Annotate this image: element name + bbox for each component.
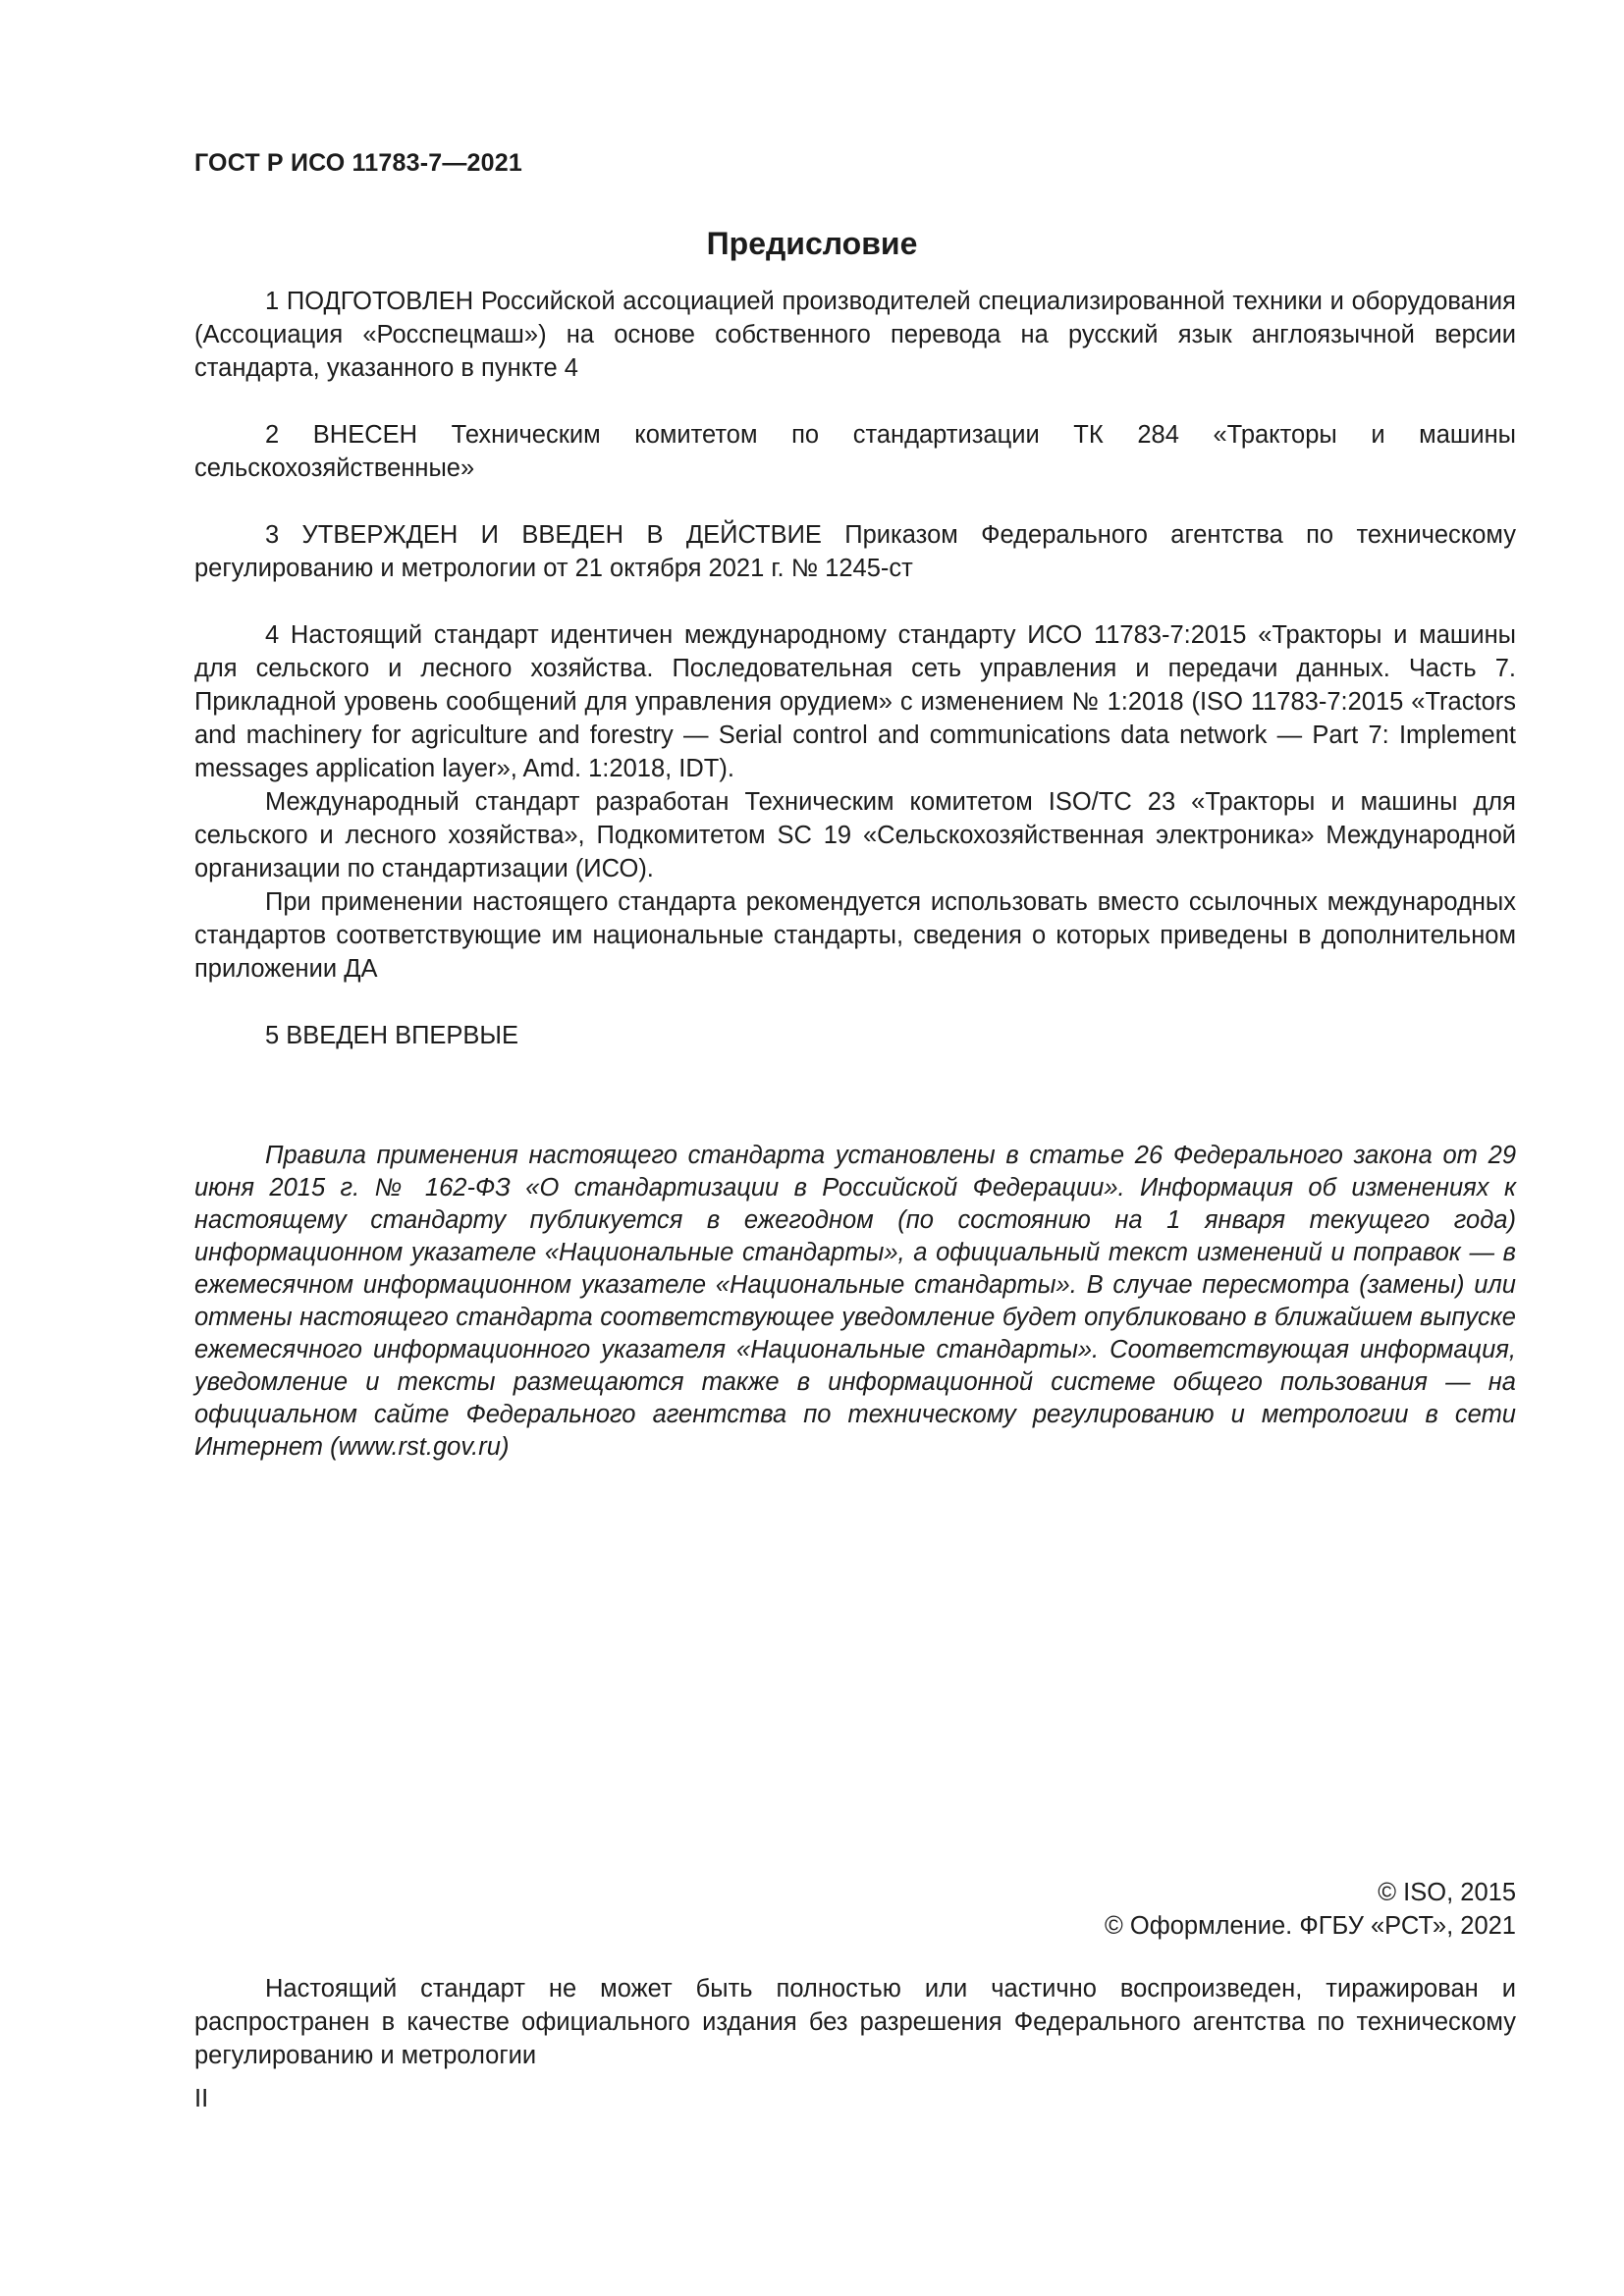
foreword-section-1	[194, 285, 1516, 1052]
paragraph-prepared: 1 ПОДГОТОВЛЕН Российской ассоциацией производителей специализированной техники и оборудования (Ассоциация «Росспецмаш») на основе собственного перевода на русский язык англоязычной версии стандарта, указанного в пункте 4	[194, 288, 1516, 382]
document-code-header: ГОСТ Р ИСО 11783-7—2021	[194, 149, 522, 177]
paragraph-first-introduced: 5 ВВЕДЕН ВПЕРВЫЕ	[265, 1022, 519, 1049]
paragraph-introduced: 2 ВНЕСЕН Техническим комитетом по стандартизации ТК 284 «Тракторы и машины сельскохозяйственные»	[194, 421, 1516, 482]
paragraph-application: При применении настоящего стандарта рекомендуется использовать вместо ссылочных международных стандартов соответствующие им национальные стандарты, сведения о которых приведены в дополнительном приложении ДА	[194, 888, 1516, 983]
rules-notice-text: Правила применения настоящего стандарта установлены в статье 26 Федерального закона от 29 июня 2015 г. № 162-ФЗ «О стандартизации в Российской Федерации». Информация об изменениях к настоящему стандарту публикуется в ежегодном (по состоянию на 1 января текущего года) информационном указателе «Национальные стандарты», а официальный текст изменений и поправок — в ежемесячном информационном указателе «Национальные стандарты». В случае пересмотра (замены) или отмены настоящего стандарта соответствующее уведомление будет опубликовано в ближайшем выпуске ежемесячного информационного указателя «Национальные стандарты». Соответствующая информация, уведомление и тексты размещаются также в информационной системе общего пользования — на официальном сайте Федерального агентства по техническому регулированию и метрологии в сети Интернет (www.rst.gov.ru)	[194, 1142, 1516, 1461]
paragraph-approved: 3 УТВЕРЖДЕН И ВВЕДЕН В ДЕЙСТВИЕ Приказом Федерального агентства по техническому регулированию и метрологии от 21 октября 2021 г. № 1245-ст	[194, 521, 1516, 582]
page-number: II	[194, 2085, 209, 2112]
copyright-block	[1105, 1876, 1516, 1943]
paragraph-identical: 4 Настоящий стандарт идентичен международному стандарту ИСО 11783-7:2015 «Тракторы и машины для сельского и лесного хозяйства. Последовательная сеть управления и передачи данных. Часть 7. Прикладной уровень сообщений для управления орудием» с изменением № 1:2018 (ISO 11783-7:2015 «Tractors and machinery for agriculture and forestry — Serial control and communications data network — Part 7: Implement messages application layer», Amd. 1:2018, IDT).	[194, 621, 1516, 782]
page-title: Предисловие	[706, 226, 918, 261]
copyright-iso: © ISO, 2015	[1378, 1879, 1516, 1906]
paragraph-developed-by: Международный стандарт разработан Техническим комитетом ISO/TC 23 «Тракторы и машины для сельского и лесного хозяйства», Подкомитетом SC 19 «Сельскохозяйственная электроника» Международной организации по стандартизации (ИСО).	[194, 788, 1516, 882]
copyright-design: © Оформление. ФГБУ «РСТ», 2021	[1105, 1912, 1516, 1940]
reproduction-notice-text: Настоящий стандарт не может быть полностью или частично воспроизведен, тиражирован и распространен в качестве официального издания без разрешения Федерального агентства по техническому регулированию и метрологии	[194, 1975, 1516, 2069]
reproduction-notice	[194, 1972, 1516, 2072]
rules-notice	[194, 1140, 1516, 1464]
